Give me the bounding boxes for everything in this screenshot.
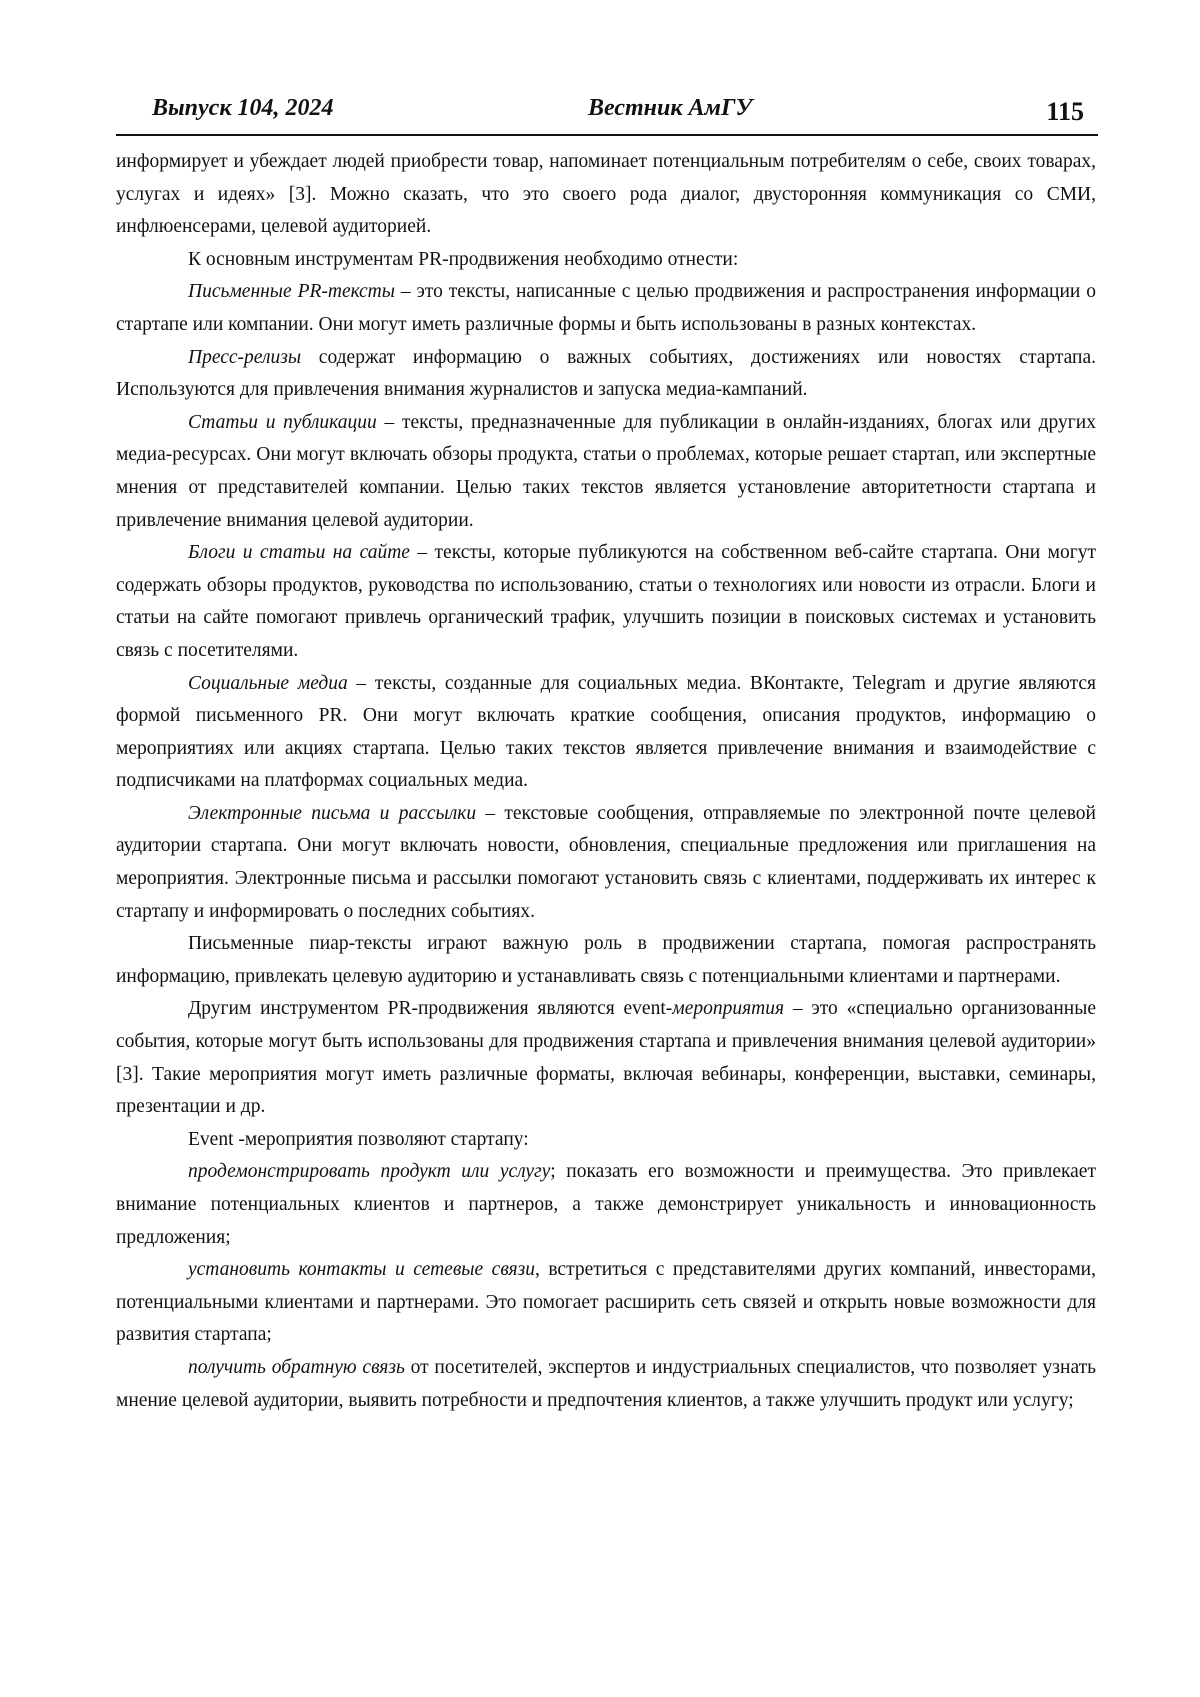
term-contacts: установить контакты и сетевые связи xyxy=(188,1259,535,1280)
paragraph-social-media xyxy=(116,668,1096,798)
paragraph-blogs xyxy=(116,537,1096,667)
term-blogs: Блоги и статьи на сайте xyxy=(188,542,410,563)
paragraph-articles xyxy=(116,407,1096,537)
term-articles: Статьи и публикации xyxy=(188,412,377,433)
term-demo-product: продемонстрировать продукт или услугу xyxy=(188,1161,550,1182)
paragraph-feedback xyxy=(116,1352,1096,1417)
text-demo-product: ; показать его возможности и преимущества. Это привлекает внимание потенциальных клиентов и партнеров, а также демонстрирует уникальность и инновационность предложения; xyxy=(116,1161,1096,1247)
text-blogs: – тексты, которые публикуются на собственном веб-сайте стартапа. Они могут содержать обзоры продуктов, руководства по использованию, статьи о технологиях или новости из отрасли. Блоги и статьи на сайте помогают привлечь органический трафик, улучшить позиции в поисковых системах и установить связь с посетителями. xyxy=(116,542,1096,661)
term-events: мероприятия xyxy=(672,998,784,1019)
term-feedback: получить обратную связь xyxy=(188,1357,405,1378)
paragraph-events xyxy=(116,993,1096,1123)
term-emails: Электронные письма и рассылки xyxy=(188,803,476,824)
text-events-a: Другим инструментом PR-продвижения являются event- xyxy=(188,998,672,1019)
paragraph-events-allow: Event -мероприятия позволяют стартапу: xyxy=(116,1124,1096,1157)
running-header xyxy=(116,92,1098,136)
article-body xyxy=(116,146,1096,1417)
text-contacts: , встретиться с представителями других компаний, инвесторами, потенциальными клиентами и партнерами. Это помогает расширить сеть связей и открыть новые возможности для развития стартапа; xyxy=(116,1259,1096,1345)
paragraph-contacts xyxy=(116,1254,1096,1352)
journal-title: Вестник АмГУ xyxy=(588,92,752,124)
term-written-pr: Письменные PR-тексты xyxy=(188,281,395,302)
paragraph-press-releases xyxy=(116,342,1096,407)
paragraph-demo-product xyxy=(116,1156,1096,1254)
text-feedback: от посетителей, экспертов и индустриальных специалистов, что позволяет узнать мнение целевой аудитории, выявить потребности и предпочтения клиентов, а также улучшить продукт или услугу; xyxy=(116,1357,1096,1411)
paragraph-emails xyxy=(116,798,1096,928)
paragraph-written-pr xyxy=(116,276,1096,341)
paragraph-tools-intro: К основным инструментам PR-продвижения необходимо отнести: xyxy=(116,244,1096,277)
term-social-media: Социальные медиа xyxy=(188,673,348,694)
text-written-pr: – это тексты, написанные с целью продвижения и распространения информации о стартапе или компании. Они могут иметь различные формы и быть использованы в разных контекстах. xyxy=(116,281,1096,335)
paragraph-pr-texts-summary: Письменные пиар-тексты играют важную роль в продвижении стартапа, помогая распространять информацию, привлекать целевую аудиторию и устанавливать связь с потенциальными клиентами и партнерами. xyxy=(116,928,1096,993)
term-press-releases: Пресс-релизы xyxy=(188,347,301,368)
text-social-media: – тексты, созданные для социальных медиа. ВКонтакте, Telegram и другие являются формой письменного PR. Они могут включать краткие сообщения, описания продуктов, информацию о мероприятиях или акциях стартапа. Целью таких текстов является привлечение внимания и взаимодействие с подписчиками на платформах социальных медиа. xyxy=(116,673,1096,792)
text-emails: – текстовые сообщения, отправляемые по электронной почте целевой аудитории стартапа. Они могут включать новости, обновления, специальные предложения или приглашения на мероприятия. Электронные письма и рассылки помогают установить связь с клиентами, поддерживать их интерес к стартапу и информировать о последних событиях. xyxy=(116,803,1096,922)
paragraph-continuation: информирует и убеждает людей приобрести товар, напоминает потенциальным потребителям о себе, своих товарах, услугах и идеях» [3]. Можно сказать, что это своего рода диалог, двусторонняя коммуникация со СМИ, инфлюенсерами, целевой аудиторией. xyxy=(116,146,1096,244)
text-events-b: – это «специально организованные события, которые могут быть использованы для продвижения стартапа и привлечения внимания целевой аудитории» [3]. Такие мероприятия могут иметь различные форматы, включая вебинары, конференции, выставки, семинары, презентации и др. xyxy=(116,998,1096,1117)
text-press-releases: содержат информацию о важных событиях, достижениях или новостях стартапа. Используются для привлечения внимания журналистов и запуска медиа-кампаний. xyxy=(116,347,1096,401)
issue-label: Выпуск 104, 2024 xyxy=(152,92,333,124)
page-number: 115 xyxy=(1046,96,1084,128)
text-articles: – тексты, предназначенные для публикации в онлайн-изданиях, блогах или других медиа-ресурсах. Они могут включать обзоры продукта, статьи о проблемах, которые решает стартап, или экспертные мнения от представителей компании. Целью таких текстов является установление авторитетности стартапа и привлечение внимания целевой аудитории. xyxy=(116,412,1096,531)
